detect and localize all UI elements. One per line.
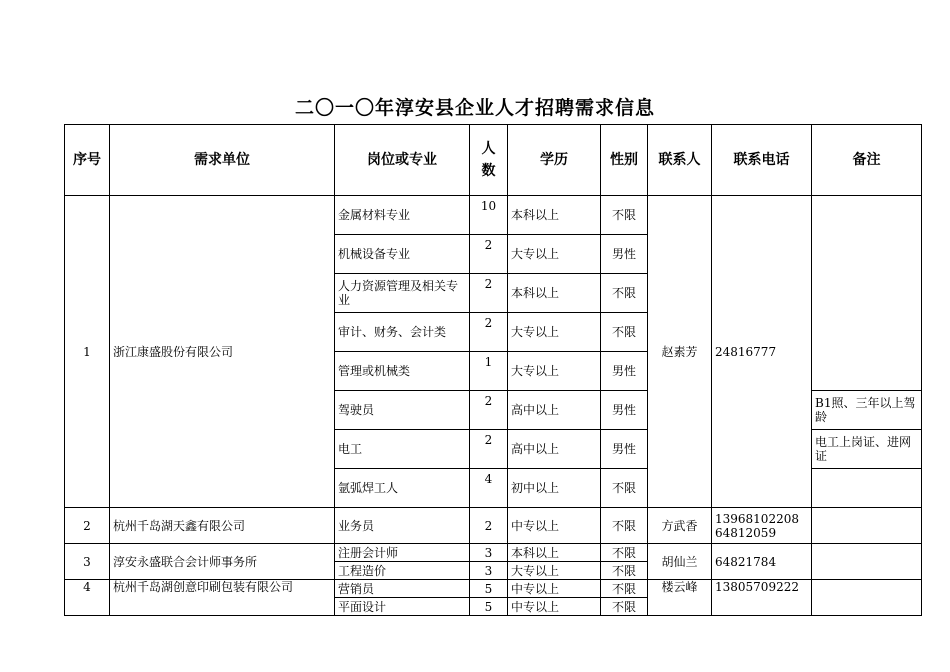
seq-cell: 4 [65, 580, 110, 616]
header-phone: 联系电话 [712, 125, 812, 196]
header-contact: 联系人 [648, 125, 712, 196]
education-cell: 初中以上 [508, 469, 601, 508]
seq-cell: 2 [65, 508, 110, 544]
education-cell: 大专以上 [508, 235, 601, 274]
count-cell: 2 [470, 430, 508, 469]
phone-cell: 24816777 [712, 196, 812, 508]
table-row [65, 508, 922, 544]
count-cell: 2 [470, 508, 508, 544]
position-cell: 业务员 [335, 508, 470, 544]
phone-line: 13968102208 [715, 511, 799, 526]
position-cell: 工程造价 [335, 562, 470, 580]
position-cell: 机械设备专业 [335, 235, 470, 274]
header-gender: 性别 [601, 125, 648, 196]
unit-cell: 淳安永盛联合会计师事务所 [110, 544, 335, 580]
count-cell: 3 [470, 544, 508, 562]
header-count [470, 125, 508, 196]
table-row [65, 196, 922, 235]
seq-cell: 3 [65, 544, 110, 580]
header-count-bottom: 数 [481, 163, 496, 179]
position-cell: 营销员 [335, 580, 470, 598]
count-cell: 2 [470, 391, 508, 430]
remark-cell [812, 580, 922, 616]
remark-cell: 电工上岗证、进网证 [812, 430, 922, 469]
education-cell: 中专以上 [508, 598, 601, 616]
header-seq: 序号 [65, 125, 110, 196]
phone-line: 64812059 [715, 525, 777, 540]
position-cell: 管理或机械类 [335, 352, 470, 391]
gender-cell: 不限 [601, 274, 648, 313]
phone-cell: 64821784 [712, 544, 812, 580]
education-cell: 大专以上 [508, 562, 601, 580]
education-cell: 中专以上 [508, 580, 601, 598]
education-cell: 本科以上 [508, 544, 601, 562]
table-row [65, 544, 922, 562]
gender-cell: 不限 [601, 196, 648, 235]
remark-cell [812, 508, 922, 544]
education-cell: 中专以上 [508, 508, 601, 544]
count-cell: 10 [470, 196, 508, 235]
remark-cell [812, 196, 922, 391]
count-cell: 2 [470, 274, 508, 313]
education-cell: 大专以上 [508, 313, 601, 352]
count-cell: 5 [470, 580, 508, 598]
unit-cell: 浙江康盛股份有限公司 [110, 196, 335, 508]
count-cell: 2 [470, 313, 508, 352]
contact-cell: 楼云峰 [648, 580, 712, 616]
header-count-top: 人 [481, 141, 496, 157]
position-cell: 平面设计 [335, 598, 470, 616]
remark-cell [812, 544, 922, 580]
unit-cell: 杭州千岛湖天鑫有限公司 [110, 508, 335, 544]
position-cell: 人力资源管理及相关专业 [335, 274, 470, 313]
gender-cell: 男性 [601, 352, 648, 391]
count-cell: 3 [470, 562, 508, 580]
remark-cell [812, 469, 922, 508]
position-cell: 电工 [335, 430, 470, 469]
phone-cell [712, 508, 812, 544]
contact-cell: 赵素芳 [648, 196, 712, 508]
education-cell: 本科以上 [508, 196, 601, 235]
header-unit: 需求单位 [110, 125, 335, 196]
gender-cell: 不限 [601, 508, 648, 544]
gender-cell: 男性 [601, 430, 648, 469]
contact-cell: 胡仙兰 [648, 544, 712, 580]
gender-cell: 不限 [601, 580, 648, 598]
seq-cell: 1 [65, 196, 110, 508]
position-cell: 审计、财务、会计类 [335, 313, 470, 352]
position-cell: 金属材料专业 [335, 196, 470, 235]
position-cell: 注册会计师 [335, 544, 470, 562]
education-cell: 高中以上 [508, 391, 601, 430]
remark-cell: B1照、三年以上驾龄 [812, 391, 922, 430]
gender-cell: 不限 [601, 469, 648, 508]
count-cell: 4 [470, 469, 508, 508]
gender-cell: 男性 [601, 235, 648, 274]
header-education: 学历 [508, 125, 601, 196]
contact-cell: 方武香 [648, 508, 712, 544]
position-cell: 驾驶员 [335, 391, 470, 430]
education-cell: 大专以上 [508, 352, 601, 391]
count-cell: 5 [470, 598, 508, 616]
education-cell: 高中以上 [508, 430, 601, 469]
gender-cell: 不限 [601, 544, 648, 562]
recruitment-table [64, 124, 922, 616]
position-cell: 氩弧焊工人 [335, 469, 470, 508]
gender-cell: 不限 [601, 598, 648, 616]
education-cell: 本科以上 [508, 274, 601, 313]
gender-cell: 不限 [601, 313, 648, 352]
header-remark: 备注 [812, 125, 922, 196]
phone-cell: 13805709222 [712, 580, 812, 616]
table-row [65, 580, 922, 598]
unit-cell: 杭州千岛湖创意印刷包装有限公司 [110, 580, 335, 616]
count-cell: 2 [470, 235, 508, 274]
header-position: 岗位或专业 [335, 125, 470, 196]
gender-cell: 不限 [601, 562, 648, 580]
page-title: 二〇一〇年淳安县企业人才招聘需求信息 [294, 97, 655, 119]
header-row [65, 125, 922, 196]
gender-cell: 男性 [601, 391, 648, 430]
count-cell: 1 [470, 352, 508, 391]
